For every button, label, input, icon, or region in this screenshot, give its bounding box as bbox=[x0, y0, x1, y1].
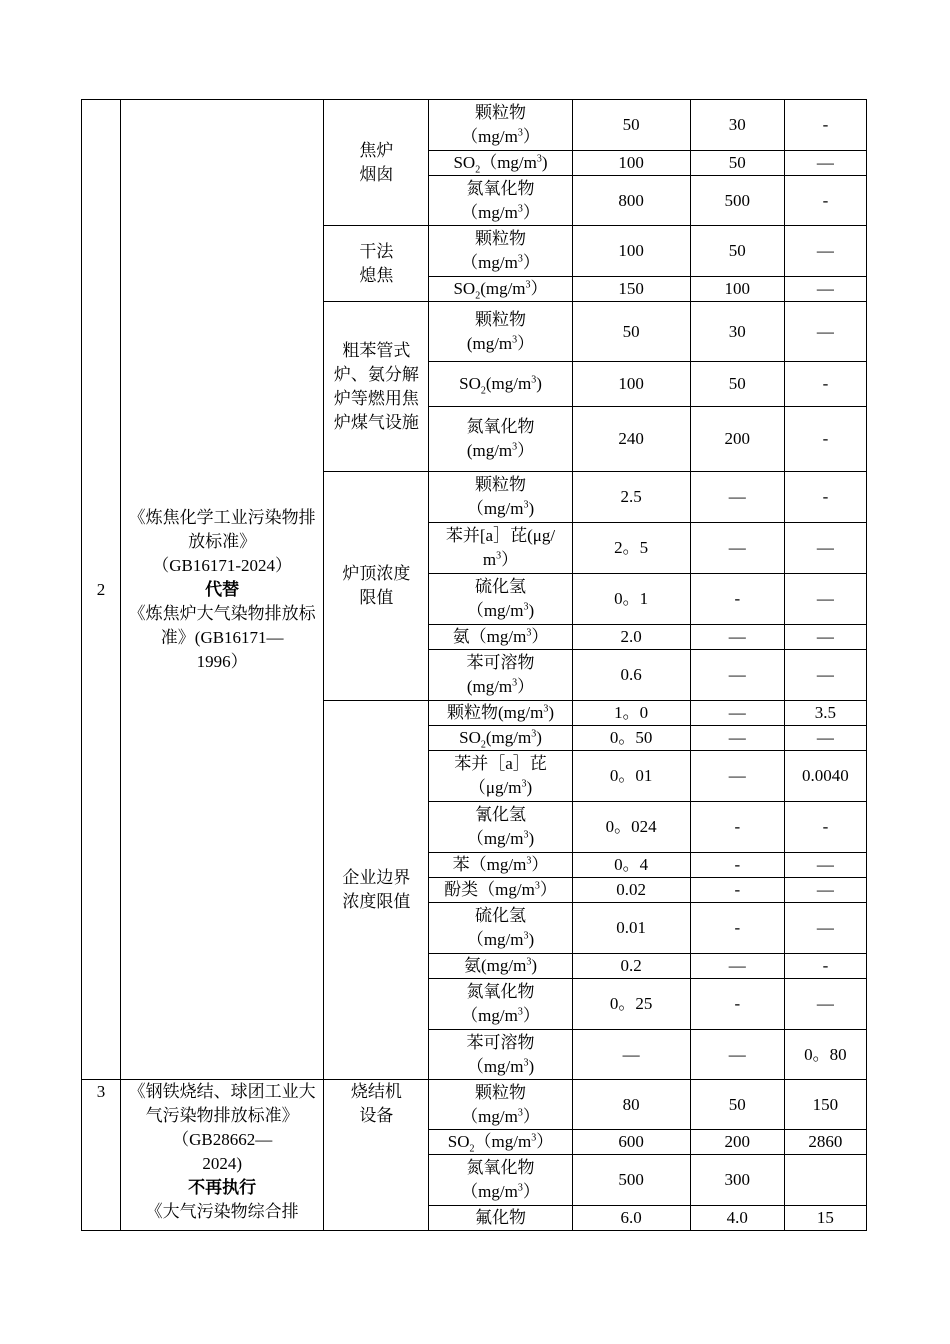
standard-name: （GB16171-2024） bbox=[152, 555, 293, 575]
pollutant bbox=[429, 1080, 572, 1130]
pollutant bbox=[429, 650, 572, 701]
limit-new: 1。0 bbox=[572, 701, 690, 726]
limit-old: — bbox=[784, 903, 866, 954]
limit-new: 600 bbox=[572, 1130, 690, 1155]
limit-new: 80 bbox=[572, 1080, 690, 1130]
limit-special: - bbox=[690, 802, 784, 853]
pollutant-label: 颗粒物 bbox=[475, 103, 526, 122]
limit-old: — bbox=[784, 574, 866, 625]
limit-new: 0.02 bbox=[572, 878, 690, 903]
limit-old: 150 bbox=[784, 1080, 866, 1130]
emission-source-label: 烟囱 bbox=[359, 164, 394, 184]
pollutant-label: 颗粒物 bbox=[475, 229, 526, 248]
pollutant-label: 氮氧化物 bbox=[466, 982, 535, 1001]
pollutant bbox=[429, 176, 572, 226]
limit-old: — bbox=[784, 979, 866, 1030]
pollutant bbox=[429, 574, 572, 625]
limit-old: — bbox=[784, 726, 866, 751]
limit-new: 6.0 bbox=[572, 1206, 690, 1231]
limit-special: 200 bbox=[690, 1130, 784, 1155]
pollutant bbox=[429, 1030, 572, 1080]
limit-old: — bbox=[784, 853, 866, 878]
standard-name: 《炼焦化学工业污染物排放标准》 bbox=[128, 507, 316, 551]
emission-source-label: 粗苯管式炉、氨分解炉等燃用焦炉煤气设施 bbox=[333, 340, 419, 432]
limit-special: — bbox=[690, 726, 784, 751]
limit-new: 0。4 bbox=[572, 853, 690, 878]
pollutant bbox=[429, 1155, 572, 1206]
limit-old: 2860 bbox=[784, 1130, 866, 1155]
pollutant-label: 硫化氢 bbox=[475, 577, 526, 596]
pollutant-label: 氨$(mg/m^3)$ bbox=[452, 627, 549, 646]
limit-old: — bbox=[784, 625, 866, 650]
limit-special: 100 bbox=[690, 277, 784, 302]
pollutant-label: $SO_2(mg/m^3)$ bbox=[447, 1132, 554, 1155]
replaced-standard-name: 《炼焦炉大气染物排放标准》(GB16171— bbox=[128, 603, 316, 647]
emission-source bbox=[324, 226, 429, 302]
pollutant-label: 苯并［a］芘 bbox=[454, 754, 547, 773]
standard-action: 不再执行 bbox=[188, 1178, 257, 1198]
standard-action: 代替 bbox=[205, 579, 240, 600]
pollutant bbox=[429, 802, 572, 853]
pollutant bbox=[429, 701, 572, 726]
limit-new: 150 bbox=[572, 277, 690, 302]
emission-source-label: 烧结机 bbox=[350, 1082, 402, 1101]
pollutant-label: 苯可溶物 bbox=[466, 1032, 535, 1052]
pollutant-label: $(mg/m^3)$ bbox=[466, 930, 535, 949]
standard-cell bbox=[121, 1080, 324, 1231]
pollutant-label: 氮氧化物 bbox=[466, 178, 535, 198]
pollutant-label: $(mg/m^3)$ bbox=[466, 333, 535, 353]
limit-special: 50 bbox=[690, 1080, 784, 1130]
emission-source-label: 浓度限值 bbox=[342, 892, 411, 911]
limit-new: 500 bbox=[572, 1155, 690, 1206]
pollutant-label: 酚类$(mg/m^3)$ bbox=[444, 880, 557, 899]
limit-new: 0。50 bbox=[572, 726, 690, 751]
pollutant-label: 苯可溶物 bbox=[466, 653, 535, 672]
limit-special: 30 bbox=[690, 100, 784, 151]
pollutant-label: 氟化物 bbox=[475, 1208, 526, 1227]
pollutant-label: 颗粒物 bbox=[475, 1082, 526, 1102]
pollutant-label: 颗粒物 bbox=[475, 475, 526, 494]
emission-source-label: 限值 bbox=[359, 588, 394, 607]
pollutant bbox=[429, 751, 572, 802]
limit-special: — bbox=[690, 954, 784, 979]
limit-special: — bbox=[690, 472, 784, 523]
pollutant bbox=[429, 1130, 572, 1155]
emission-source bbox=[324, 1080, 429, 1231]
limit-special: — bbox=[690, 751, 784, 802]
standard-cell bbox=[121, 100, 324, 1080]
pollutant-label: 苯$(mg/m^3)$ bbox=[452, 855, 549, 874]
pollutant bbox=[429, 302, 572, 362]
limit-special: 300 bbox=[690, 1155, 784, 1206]
pollutant-label: $(mg/m^3)$ bbox=[461, 1182, 540, 1201]
pollutant-label: 氰化氢 bbox=[475, 805, 526, 824]
pollutant-label: 氮氧化物 bbox=[466, 1158, 535, 1177]
pollutant bbox=[429, 362, 572, 407]
emission-source-label: 设备 bbox=[359, 1106, 394, 1125]
limit-special: 50 bbox=[690, 226, 784, 277]
replaced-standard-name: 1996） bbox=[196, 651, 248, 671]
limit-special: - bbox=[690, 878, 784, 903]
pollutant bbox=[429, 903, 572, 954]
limit-new: 100 bbox=[572, 362, 690, 407]
limit-new: 2。5 bbox=[572, 523, 690, 574]
pollutant bbox=[429, 472, 572, 523]
limit-new: 0。024 bbox=[572, 802, 690, 853]
emission-source-label: 企业边界 bbox=[342, 868, 411, 887]
pollutant-label: $(mg/m^3)$ bbox=[461, 127, 540, 146]
pollutant-label: $SO_2(mg/m^3)$ bbox=[453, 153, 548, 176]
limit-old: - bbox=[784, 362, 866, 407]
standard-name: 2024) bbox=[202, 1154, 242, 1173]
limit-new: 0。1 bbox=[572, 574, 690, 625]
limit-old: — bbox=[784, 226, 866, 277]
pollutant-label: 颗粒物 bbox=[475, 309, 526, 329]
pollutant-label: 氮氧化物 bbox=[466, 417, 535, 436]
pollutant bbox=[429, 726, 572, 751]
pollutant-label: $(mg/m^3)$ bbox=[466, 677, 535, 696]
limit-special: 50 bbox=[690, 151, 784, 176]
pollutant-label: $(mg/m^3)$ bbox=[461, 1106, 540, 1126]
limit-old: - bbox=[784, 407, 866, 472]
replaced-standard-name: 《大气污染物综合排 bbox=[145, 1202, 299, 1221]
limit-special: — bbox=[690, 701, 784, 726]
limit-new: — bbox=[572, 1030, 690, 1080]
pollutant-label: $(mg/m^3)$ bbox=[461, 253, 540, 272]
limit-old bbox=[784, 1155, 866, 1206]
pollutant-label: $(mg/m^3)$ bbox=[466, 829, 535, 848]
limit-special: 4.0 bbox=[690, 1206, 784, 1231]
emission-source bbox=[324, 472, 429, 701]
pollutant bbox=[429, 1206, 572, 1231]
pollutant-label: 苯并[a］芘(μg/ bbox=[445, 526, 556, 545]
limit-old: 0。80 bbox=[784, 1030, 866, 1080]
emission-source-label: 熄焦 bbox=[359, 265, 394, 285]
limit-special: — bbox=[690, 1030, 784, 1080]
pollutant-label: 氨$(mg/m^3)$ bbox=[464, 956, 538, 975]
limit-special: - bbox=[690, 903, 784, 954]
pollutant bbox=[429, 151, 572, 176]
emission-source bbox=[324, 100, 429, 226]
row-number: 2 bbox=[82, 100, 121, 1080]
limit-special: 50 bbox=[690, 362, 784, 407]
pollutant-label: $(mg/m^3)$ bbox=[466, 441, 535, 460]
pollutant bbox=[429, 853, 572, 878]
limit-special: — bbox=[690, 650, 784, 701]
emission-source bbox=[324, 302, 429, 472]
limit-old: — bbox=[784, 302, 866, 362]
pollutant-label: $SO_2(mg/m^3)$ bbox=[453, 279, 548, 302]
pollutant-label: $SO_2(mg/m^3)$ bbox=[459, 728, 542, 751]
pollutant bbox=[429, 979, 572, 1030]
limit-old: 0.0040 bbox=[784, 751, 866, 802]
limit-new: 0.01 bbox=[572, 903, 690, 954]
limit-old: — bbox=[784, 650, 866, 701]
standard-name: 《钢铁烧结、球团工业大气污染物排放标准》（GB28662— bbox=[128, 1082, 316, 1149]
limit-old: 3.5 bbox=[784, 701, 866, 726]
pollutant-label: $(\mu g/m^3)$ bbox=[468, 778, 533, 797]
limit-old: - bbox=[784, 100, 866, 151]
limit-new: 50 bbox=[572, 302, 690, 362]
limit-new: 0.2 bbox=[572, 954, 690, 979]
pollutant-label: $(mg/m^3)$ bbox=[466, 601, 535, 620]
emission-source-label: 焦炉 bbox=[359, 140, 394, 160]
emission-source-label: 干法 bbox=[359, 241, 394, 261]
pollutant-label: $SO_2(mg/m^3)$ bbox=[459, 374, 542, 397]
limit-new: 0.6 bbox=[572, 650, 690, 701]
pollutant-label: $(mg/m^3)$ bbox=[461, 1006, 540, 1025]
row-number: 3 bbox=[82, 1080, 121, 1231]
pollutant-label: $m^3$） bbox=[482, 550, 519, 569]
limit-new: 240 bbox=[572, 407, 690, 472]
emission-source bbox=[324, 701, 429, 1080]
limit-special: 500 bbox=[690, 176, 784, 226]
limit-new: 2.5 bbox=[572, 472, 690, 523]
pollutant-label: $(mg/m^3)$ bbox=[466, 1056, 535, 1076]
pollutant-label: $(mg/m^3)$ bbox=[466, 499, 535, 518]
pollutant bbox=[429, 878, 572, 903]
limit-old: - bbox=[784, 176, 866, 226]
limit-old: - bbox=[784, 954, 866, 979]
limit-new: 100 bbox=[572, 151, 690, 176]
limit-new: 2.0 bbox=[572, 625, 690, 650]
limit-special: - bbox=[690, 574, 784, 625]
pollutant bbox=[429, 100, 572, 151]
limit-new: 50 bbox=[572, 100, 690, 151]
limit-new: 800 bbox=[572, 176, 690, 226]
limit-special: 30 bbox=[690, 302, 784, 362]
limit-old: — bbox=[784, 878, 866, 903]
limit-old: — bbox=[784, 277, 866, 302]
limit-old: - bbox=[784, 472, 866, 523]
pollutant bbox=[429, 226, 572, 277]
limit-special: — bbox=[690, 625, 784, 650]
pollutant bbox=[429, 625, 572, 650]
pollutant-label: $(mg/m^3)$ bbox=[461, 202, 540, 222]
pollutant bbox=[429, 277, 572, 302]
emission-standards-table bbox=[81, 99, 867, 1231]
table-row bbox=[82, 100, 867, 151]
limit-special: - bbox=[690, 979, 784, 1030]
limit-special: — bbox=[690, 523, 784, 574]
pollutant-label: 颗粒物$(mg/m^3)$ bbox=[447, 703, 555, 722]
pollutant bbox=[429, 954, 572, 979]
table-row bbox=[82, 1080, 867, 1130]
pollutant bbox=[429, 407, 572, 472]
limit-new: 100 bbox=[572, 226, 690, 277]
limit-new: 0。25 bbox=[572, 979, 690, 1030]
limit-new: 0。01 bbox=[572, 751, 690, 802]
emission-source-label: 炉顶浓度 bbox=[342, 564, 411, 583]
limit-special: - bbox=[690, 853, 784, 878]
limit-old: — bbox=[784, 151, 866, 176]
pollutant bbox=[429, 523, 572, 574]
pollutant-label: 硫化氢 bbox=[475, 906, 526, 925]
limit-old: — bbox=[784, 523, 866, 574]
limit-old: 15 bbox=[784, 1206, 866, 1231]
limit-old: - bbox=[784, 802, 866, 853]
limit-special: 200 bbox=[690, 407, 784, 472]
